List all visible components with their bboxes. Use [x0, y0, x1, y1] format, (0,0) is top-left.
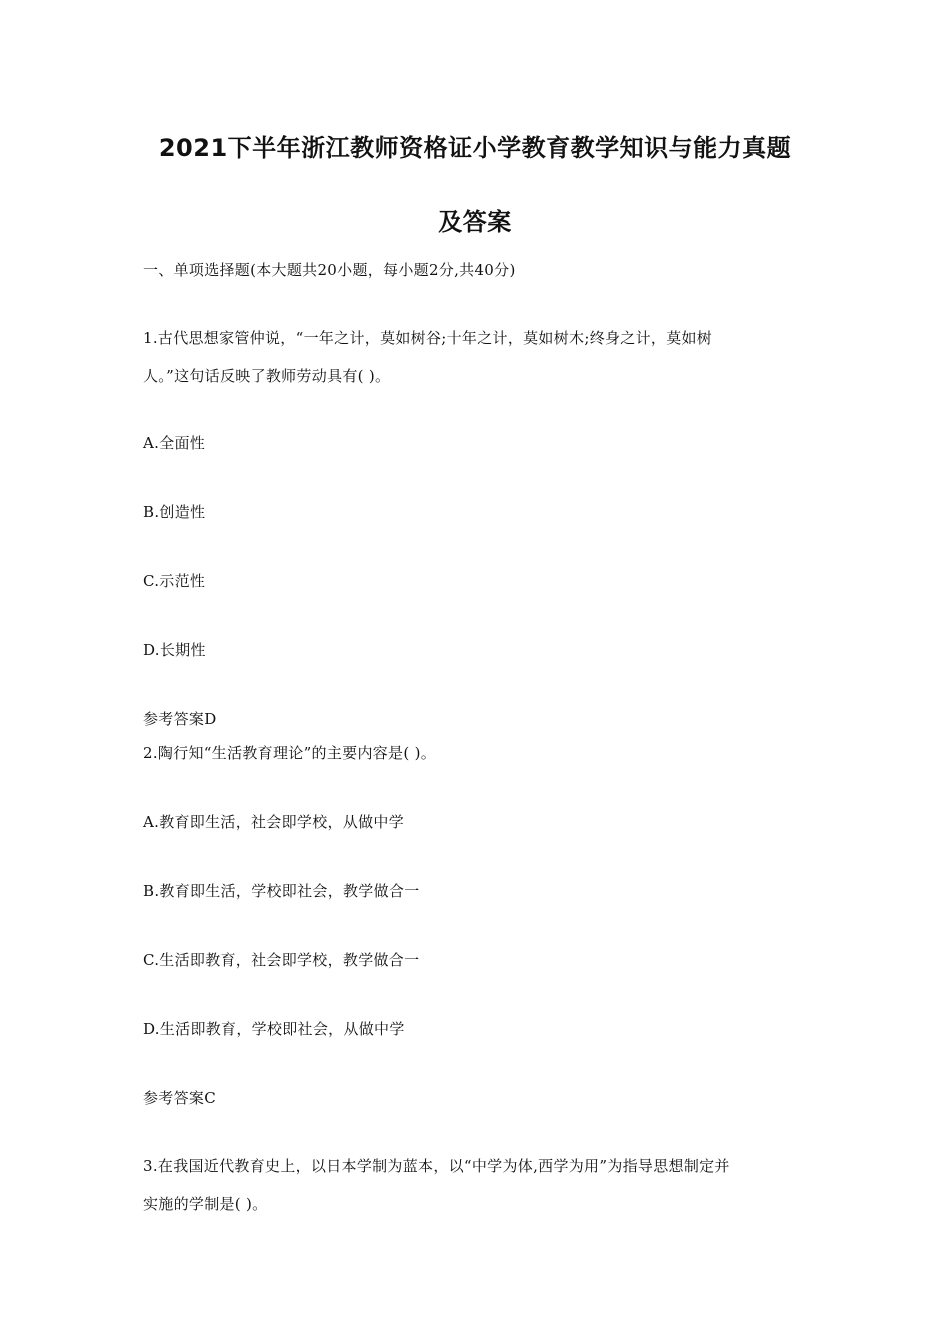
document-title-line2: 及答案	[438, 208, 512, 236]
question-1-answer: 参考答案D	[143, 710, 217, 728]
question-1-option-d: D.长期性	[143, 641, 206, 659]
question-2-stem-line1: 2.陶行知“生活教育理论”的主要内容是( )。	[143, 744, 437, 762]
question-2-option-b: B.教育即生活，学校即社会，教学做合一	[143, 882, 420, 900]
document-title-line1: 2021下半年浙江教师资格证小学教育教学知识与能力真题	[158, 134, 792, 162]
question-2-option-c: C.生活即教育，社会即学校，教学做合一	[143, 951, 420, 969]
question-2-answer: 参考答案C	[143, 1089, 216, 1107]
question-1-stem-line2: 人。”这句话反映了教师劳动具有( )。	[143, 367, 391, 385]
question-1-stem-line1: 1.古代思想家管仲说，“一年之计，莫如树谷;十年之计，莫如树木;终身之计，莫如树	[143, 329, 713, 347]
question-1-option-a: A.全面性	[143, 434, 206, 452]
section-heading: 一、单项选择题(本大题共20小题，每小题2分,共40分)	[143, 261, 516, 279]
question-2-option-a: A.教育即生活，社会即学校，从做中学	[143, 813, 405, 831]
question-3-stem-line1: 3.在我国近代教育史上，以日本学制为蓝本，以“中学为体,西学为用”为指导思想制定并	[143, 1157, 730, 1175]
question-1-option-c: C.示范性	[143, 572, 206, 590]
question-1-option-b: B.创造性	[143, 503, 206, 521]
question-3-stem-line2: 实施的学制是( )。	[143, 1195, 268, 1213]
question-2-option-d: D.生活即教育，学校即社会，从做中学	[143, 1020, 405, 1038]
